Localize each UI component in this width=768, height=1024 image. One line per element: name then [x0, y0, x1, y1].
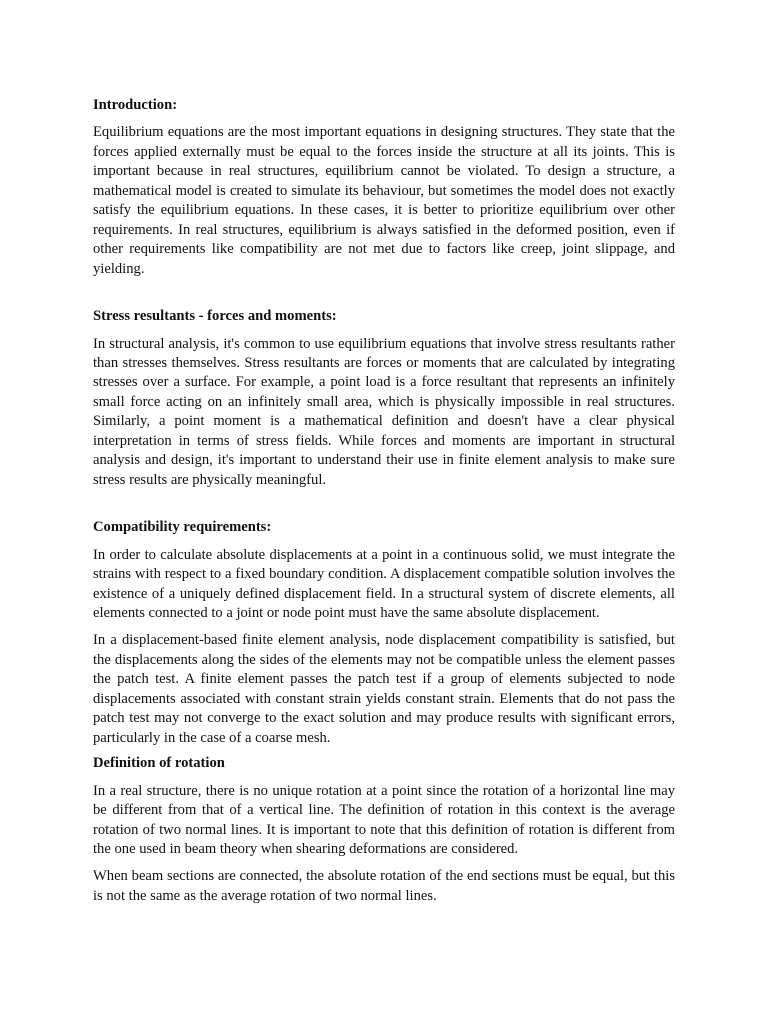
paragraph-introduction: Equilibrium equations are the most important equations in designing structures. They state that the forces applied externally must be equal to the forces inside the structure at all its joints. This is important because in real structures, equilibrium cannot be violated. To design a structure, a mathematical model is created to simulate its behaviour, but sometimes the model does not exactly satisfy the equilibrium equations. In these cases, it is better to prioritize equilibrium over other requirements. In real structures, equilibrium is always satisfied in the deformed position, even if other requirements like compatibility are not met due to factors like creep, joint slippage, and yielding. — [93, 124, 675, 277]
section-heading-introduction: Introduction: — [93, 97, 178, 113]
section-heading-rotation: Definition of rotation — [93, 755, 225, 772]
paragraph-compatibility-1: In order to calculate absolute displacements at a point in a continuous solid, we must integrate the strains with respect to a fixed boundary condition. A displacement compatible solution involves the existence of a uniquely defined displacement field. In a structural system of discrete elements, all elements connected to a joint or node point must have the same absolute displacement. — [93, 546, 675, 621]
paragraph-compatibility-2: In a displacement-based finite element analysis, node displacement compatibility is satisfied, but the displacements along the sides of the elements may not be compatible unless the element passes the patch test. A finite element passes the patch test if a group of elements subjected to node displacements associated with constant strain yields constant strain. Elements that do not pass the patch test may not converge to the exact solution and may produce results with significant errors, particularly in the case of a coarse mesh. — [93, 632, 675, 746]
paragraph-stress-resultants: In structural analysis, it's common to use equilibrium equations that involve stress resultants rather than stresses themselves. Stress resultants are forces or moments that are calculated by integrating stresses over a surface. For example, a point load is a force resultant that represents an infinitely small force acting on an infinitely small area, which is physically impossible in real structures. Similarly, a point moment is a mathematical definition and doesn't have a clear physical interpretation in terms of stress fields. While forces and moments are important in structural analysis and design, it's important to understand their use in finite element analysis to make sure stress results are physically meaningful. — [93, 335, 675, 488]
document-page — [93, 96, 675, 906]
section-heading-stress-resultants: Stress resultants - forces and moments: — [93, 308, 337, 325]
section-heading-compatibility: Compatibility requirements: — [93, 519, 272, 536]
paragraph-rotation-2: When beam sections are connected, the absolute rotation of the end sections must be equal, but this is not the same as the average rotation of two normal lines. — [93, 868, 675, 904]
paragraph-rotation-1: In a real structure, there is no unique rotation at a point since the rotation of a horizontal line may be different from that of a vertical line. The definition of rotation in this context is the average rotation of two normal lines. It is important to note that this definition of rotation is different from the one used in beam theory when shearing deformations are considered. — [93, 782, 675, 857]
